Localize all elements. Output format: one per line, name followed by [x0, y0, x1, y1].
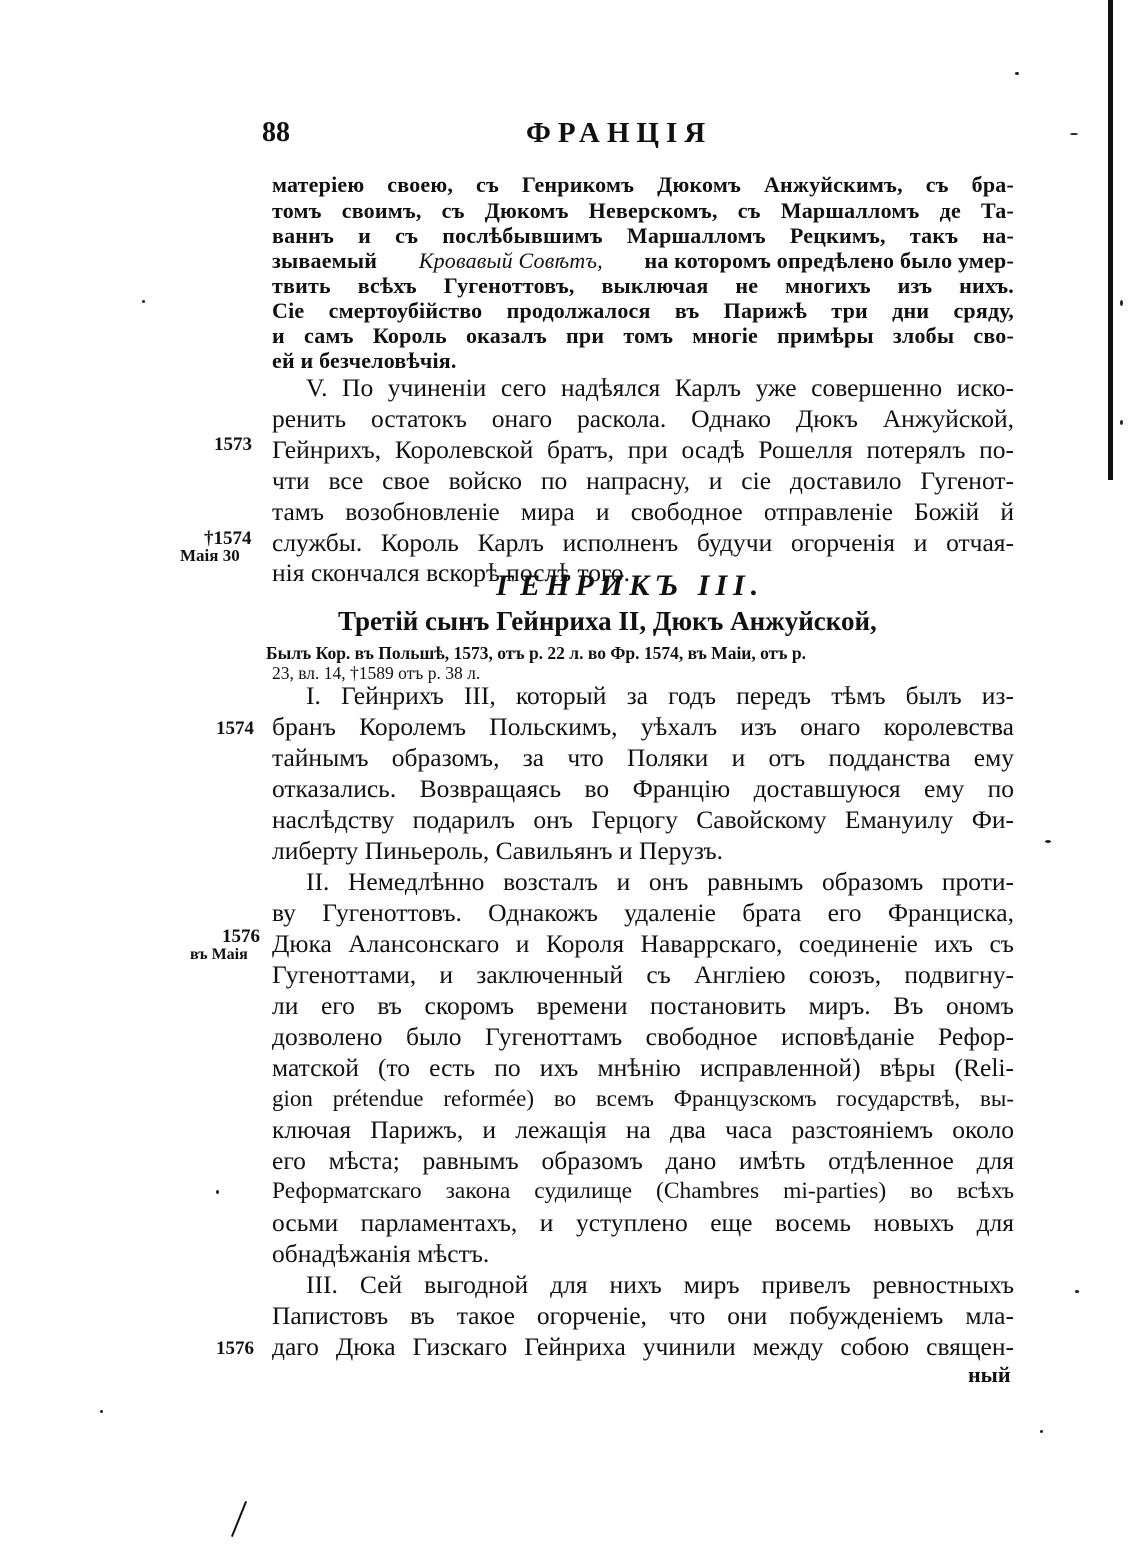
speck	[1120, 420, 1123, 425]
pen-mark	[231, 1501, 247, 1537]
text-line: твить всѣхъ Гугеноттовъ, выключая не многихъ изъ нихъ.	[272, 273, 1014, 298]
margin-year: 1573	[214, 434, 252, 455]
text-line: чти все свое войско по напрасну, и сіе доставило Гугенот-	[272, 466, 1014, 495]
text-line: Дюка Алансонскаго и Короля Наваррскаго, соединеніе ихъ съ	[272, 929, 1014, 958]
text-line: Реформатскаго закона судилище (Chambres mi-parties) во всѣхъ	[272, 1178, 1014, 1204]
text-line: нія скончался вскорѣ послѣ того.	[272, 558, 630, 587]
text-line: III. Сей выгодной для нихъ миръ привелъ ревностныхъ	[306, 1270, 1014, 1299]
reign-info-line: Былъ Кор. въ Польшѣ, 1573, отъ р. 22 л. во Фр. 1574, въ Маіи, отъ р.	[266, 643, 806, 663]
text-segment: на которомъ опредѣлено было умер-	[644, 248, 1014, 273]
text-line: его мѣста; равнымъ образомъ дано имѣть отдѣленное для	[272, 1146, 1014, 1175]
catchword: ный	[968, 1362, 1011, 1387]
text-segment: зываемый	[272, 248, 378, 273]
margin-date: въ Маія	[190, 946, 248, 963]
reign-info-line: 23, вл. 14, †1589 отъ р. 38 л.	[272, 663, 481, 683]
text-line: наслѣдству подарилъ онъ Герцогу Савойскому Емануилу Фи-	[272, 805, 1014, 834]
text-line: Гейнрихъ, Королевской братъ, при осадѣ Рошелля потерялъ по-	[272, 435, 1014, 464]
speck	[1070, 133, 1078, 135]
margin-year: 1576	[222, 926, 260, 947]
text-line: тайнымъ образомъ, за что Поляки и отъ подданства ему	[272, 743, 1014, 772]
text-line: томъ своимъ, съ Дюкомъ Неверскомъ, съ Маршалломъ де Та-	[272, 198, 1014, 223]
text-line: даго Дюка Гизскаго Гейнриха учинили между собою священ-	[272, 1332, 1014, 1361]
scan-edge-line	[1108, 0, 1113, 480]
text-line: II. Немедлѣнно возсталъ и онъ равнымъ образомъ проти-	[306, 867, 1014, 896]
text-line: осьми парламентахъ, и уступлено еще восемь новыхъ для	[272, 1208, 1014, 1237]
speck	[142, 300, 145, 303]
speck	[1040, 1430, 1043, 1433]
text-line: Папистовъ въ такое огорченіе, что они побужденіемъ мла-	[272, 1301, 1014, 1330]
speck	[216, 1190, 219, 1194]
text-line: и самъ Король оказалъ при томъ многіе примѣры злобы сво-	[272, 323, 1014, 348]
margin-date: Маія 30	[180, 546, 240, 565]
speck	[1045, 840, 1051, 843]
text-line: ключая Парижъ, и лежащія на два часа разстояніемъ около	[272, 1115, 1014, 1144]
text-line: дозволено было Гугеноттамъ свободное исповѣданіе Рефор-	[272, 1022, 1014, 1051]
text-line: службы. Король Карлъ исполненъ будучи огорченія и отчая-	[272, 528, 1014, 557]
speck	[1075, 1290, 1079, 1293]
text-line: ренить остатокъ онаго раскола. Однако Дюкъ Анжуйской,	[272, 404, 1014, 433]
text-line: I. Гейнрихъ III, который за годъ передъ тѣмъ былъ из-	[306, 681, 1014, 710]
margin-death-year: †1574	[204, 528, 252, 549]
text-line: V. По учиненіи сего надѣялся Карлъ уже совершенно иско-	[306, 373, 1014, 402]
text-line: Гугеноттами, и заключенный съ Англіею союзъ, подвигну-	[272, 960, 1014, 989]
text-line: либерту Пиньероль, Савильянъ и Перузъ.	[272, 836, 724, 865]
text-line: gion prétendue reformée) во всемъ Французскомъ государствѣ, вы-	[272, 1086, 1014, 1111]
text-line	[272, 247, 1014, 275]
margin-year: 1574	[216, 718, 254, 739]
margin-year: 1576	[216, 1338, 254, 1359]
italic-phrase: Кровавый Совѣтъ,	[418, 248, 603, 273]
text-line: ваннъ и съ послѣбывшимъ Маршалломъ Рецкимъ, такъ на-	[272, 223, 1014, 248]
text-line: матеріею своею, съ Генрикомъ Дюкомъ Анжуйскимъ, съ бра-	[272, 172, 1014, 197]
section-subheading: Третій сынъ Гейнриха II, Дюкъ Анжуйской,	[338, 606, 877, 636]
text-line: Сіе смертоубійство продолжалося въ Парижѣ три дни сряду,	[272, 298, 1014, 323]
text-line: отказались. Возвращаясь во Францію доставшуюся ему по	[272, 774, 1014, 803]
text-line: тамъ возобновленіе мира и свободное отправленіе Божій й	[272, 497, 1014, 526]
text-line: матской (то есть по ихъ мнѣнію исправленной) вѣры (Reli-	[272, 1053, 1014, 1082]
speck	[1015, 72, 1019, 75]
text-line: ву Гугеноттовъ. Однакожъ удаленіе брата его Франциска,	[272, 898, 1014, 927]
text-line: ей и безчеловѣчія.	[272, 348, 457, 373]
page-number: 88	[262, 117, 290, 148]
text-line: бранъ Королемъ Польскимъ, уѣхалъ изъ онаго королевства	[272, 712, 1014, 741]
running-title: ФРАНЦІЯ	[526, 117, 713, 149]
text-line: ли его въ скоромъ времени постановить миръ. Въ ономъ	[272, 991, 1014, 1020]
section-heading: ГЕНРИКЪ III.	[496, 569, 765, 602]
speck	[1120, 300, 1123, 306]
text-line: обнадѣжанія мѣстъ.	[272, 1239, 490, 1268]
speck	[100, 1410, 103, 1413]
